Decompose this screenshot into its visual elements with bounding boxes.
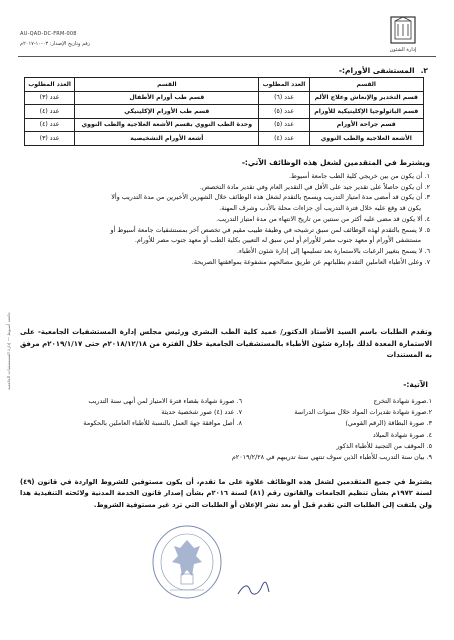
list-item: ٧. وعلى الأطباء العاملين التقدم بطلباتهم عن طريق مصالحهم مشفوعة بموافقتها الصريحة. xyxy=(191,257,430,266)
table-cell: عدد (٦) xyxy=(259,91,309,105)
table-header-row xyxy=(25,78,424,92)
list-item: ٤. ألا يكون قد مضى عليه أكثر من سنتين من تاريخ الانتهاء من مدة امتياز التدريب. xyxy=(216,214,430,223)
list-item xyxy=(40,396,432,407)
table-cell: قسم جراحة الأورام xyxy=(309,118,423,132)
attachment-item: ٥. الموقف من التجنيد للأطباء الذكور xyxy=(336,441,432,450)
table-row xyxy=(25,105,424,119)
official-seal-icon xyxy=(150,522,224,606)
list-item: ٣. أن يكون قد أمضى مدة امتياز التدريب ويسمح بالتقدم لشغل هذه الوظائف خلال الشهرين الأخيرين من مدة التدريب وألا xyxy=(111,193,430,202)
attachments-title: الآتية:- xyxy=(403,380,428,389)
side-margin-note: جامعة أسيوط — إدارة المستشفيات الجامعية xyxy=(6,312,11,390)
jobs-table xyxy=(24,77,424,146)
table-cell: الأشعة العلاجية والطب النووي xyxy=(309,132,423,146)
attachments-list xyxy=(40,396,432,463)
list-item: ٦. لا يسمح بتغيير الرغبات بالاستمارة بعد تسليمها إلى إدارة شئون الأطباء. xyxy=(236,246,430,255)
section-number: ٢. xyxy=(420,66,428,75)
attachment-item: ٧. عدد (٤) صور شخصية حديثة xyxy=(161,408,242,417)
attachment-item: ٣. صورة البطاقة (الرقم القومي) xyxy=(345,419,432,428)
attachment-item: ٤. صورة شهادة الميلاد xyxy=(372,430,432,439)
table-header-cell: العدد المطلوب xyxy=(25,78,75,92)
requirements-list xyxy=(22,171,430,267)
table-cell: قسم الباثولوجيا الإكلينيكية للأورام xyxy=(309,105,423,119)
university-logo-icon xyxy=(388,14,418,48)
attachment-item: ٩. بيان سنة التدريب للأطباء الذين سوف تنتهي سنة تدريبهم في ٢٠١٩/٢/٢٨م xyxy=(231,453,432,462)
list-item: ٥. لا يسمح بالتقدم لهذه الوظائف لمن سبق ترشيحه في وظيفة طبيب مقيم في تخصص آخر بمستشفيات جامعة أسيوط أو xyxy=(110,225,430,234)
list-item: يكون قد وقع عليه خلال فترة التدريب أي جزاءات محلة بالأدب وشرف المهنة. xyxy=(219,204,421,213)
table-cell: قسم طب الأورام الإكلينيكي xyxy=(75,105,259,119)
list-item: ١. أن يكون من بين خريجي كلية الطب جامعة أسيوط. xyxy=(289,172,430,180)
attachment-item xyxy=(42,430,242,441)
attachment-item xyxy=(42,441,242,452)
attachment-item: ٦. صورة شهادة بقضاء فترة الامتياز لمن أنهى سنة التدريب xyxy=(88,397,242,405)
table-header-cell: العدد المطلوب xyxy=(259,78,309,92)
table-row xyxy=(25,91,424,105)
table-cell: عدد (٣) xyxy=(25,91,75,105)
attachment-item: ٢.صورة شهادة تقديرات المواد خلال سنوات الدراسة xyxy=(294,408,432,417)
table-cell: عدد (٤) xyxy=(25,118,75,132)
list-item: مستشفى الأورام أو معهد جنوب مصر للأورام أو لمن سبق له التعيين بكلية الطب أو معهد جنوب مصر للأورام. xyxy=(134,236,421,245)
table-cell: عدد (٣) xyxy=(25,132,75,146)
conditions-paragraph: يشترط في جميع المتقدمين لشغل هذه الوظائف علاوة على ما تقدم، أن يكون مستوفين للشروط الواردة في قانون (٤٩) لسنة ١٩٧٢م بشأن تنظيم الجامعات والقانون رقم (٨١) لسنة ٢٠١٦م بشأن إصدار قانون الخدمة المدنية ولائحته التنفيذية هذا ولن يلتفت إلى الطلبات التي تقدم قبل أو بعد نشر الإعلان أو الطلبات التي ترد غير مستوفية الشروط. xyxy=(20,478,432,509)
table-cell: عدد (٤) xyxy=(25,105,75,119)
table-cell: عدد (٤) xyxy=(259,132,309,146)
table-cell: عدد (٥) xyxy=(259,118,309,132)
signature-icon xyxy=(236,580,270,598)
logo-caption: إدارة الشئون xyxy=(389,47,417,53)
table-header-cell: القسم xyxy=(309,78,423,92)
section-title xyxy=(240,66,428,75)
table-cell: عدد (٥) xyxy=(259,105,309,119)
table-cell: وحدة الطب النووي بقسم الأشعة العلاجية والطب النووي xyxy=(75,118,259,132)
attachment-item: ٨. أصل موافقة جهة العمل بالنسبة للأطباء العاملين بالحكومة xyxy=(83,419,242,428)
list-item xyxy=(40,418,432,429)
attachment-item: ١.صورة شهادة التخرج xyxy=(373,397,432,405)
table-row xyxy=(25,118,424,132)
list-item xyxy=(40,452,432,463)
issue-date: رقم وتاريخ الإصدار: ٠٣-١٠-٢٠١٧م xyxy=(20,41,91,47)
header-divider xyxy=(18,56,436,57)
list-item xyxy=(40,441,432,452)
submission-paragraph: وتقدم الطلبات باسم السيد الأستاذ الدكتور/ عميد كلية الطب البشري ورئيس مجلس إدارة المستشفيات الجامعية- على الاستمارة المعدة لذلك بإدارة شئون الأطباء بالمستشفيات الجامعية خلال الفترة من ٢٠١٨/١٢/١٨م حتى ٢٠١٩/١/١٧م مرفق به المستندات xyxy=(20,328,432,360)
requirements-title: ويشترط في المتقدمين لشغل هذه الوظائف الآتي:- xyxy=(241,158,430,167)
list-item xyxy=(40,430,432,441)
list-item: ٢. أن يكون حاصلاً على تقدير جيد على الأقل في التقدير العام وفي تقدير مادة التخصص. xyxy=(199,182,430,191)
table-header-cell: القسم xyxy=(75,78,259,92)
form-code: AU-QAD-DC-FRM-008 xyxy=(20,31,77,37)
table-cell: أشعة الأورام التشخيصية xyxy=(75,132,259,146)
table-row xyxy=(25,132,424,146)
table-cell: قسم التخدير والإنعاش وعلاج الألم xyxy=(309,91,423,105)
section-title-text: المستشفى الأورام:- xyxy=(338,66,415,75)
table-cell: قسم طب أورام الأطفال xyxy=(75,91,259,105)
list-item xyxy=(40,407,432,418)
